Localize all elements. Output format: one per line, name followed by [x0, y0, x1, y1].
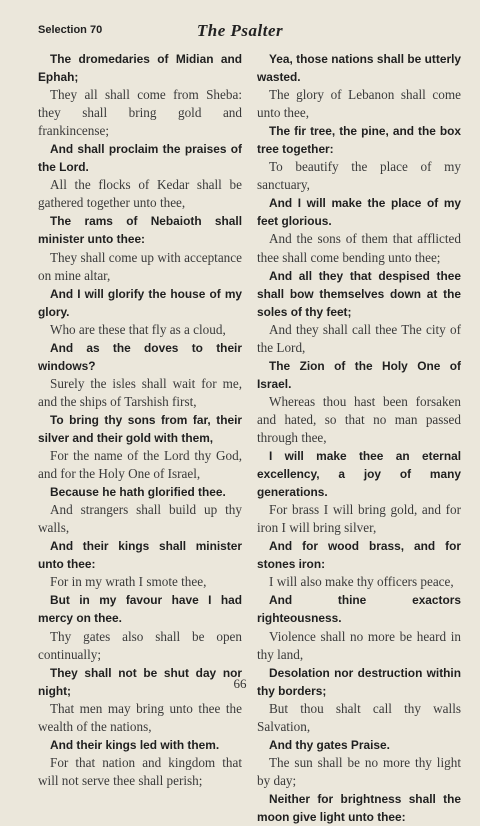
response-line: Neither for brightness shall the moon give light unto thee:	[257, 791, 461, 824]
verse-line: Who are these that fly as a cloud,	[50, 321, 226, 337]
verse-line: That men may bring unto thee the wealth of the nations,	[38, 700, 242, 734]
response-line: The fir tree, the pine, and the box tree together:	[257, 124, 461, 157]
response-line: Because he hath glorified thee.	[50, 485, 226, 500]
response-line: The Zion of the Holy One of Israel.	[257, 358, 461, 391]
response-line: And I will make the place of my feet glorious.	[257, 196, 461, 229]
response-line: And thine exactors righteousness.	[257, 593, 461, 626]
response-line: I will make thee an eternal excellency, a joy of many generations.	[257, 449, 461, 500]
response-line: And shall proclaim the praises of the Lord.	[38, 142, 242, 175]
response-line: And their kings shall minister unto thee:	[38, 539, 242, 572]
verse-line: They shall come up with acceptance on mine altar,	[38, 249, 242, 283]
verse-line: For in my wrath I smote thee,	[50, 574, 207, 590]
response-line: And thy gates Praise.	[269, 737, 390, 752]
response-line: And I will glorify the house of my glory.	[38, 286, 242, 319]
verse-line: And strangers shall build up thy walls,	[38, 502, 242, 536]
response-line: To bring thy sons from far, their silver and their gold with them,	[38, 412, 242, 445]
verse-line: To beautify the place of my sanctuary,	[257, 159, 461, 193]
response-line: And as the doves to their windows?	[38, 340, 242, 373]
selection-number: Selection 70	[38, 24, 103, 36]
response-line: But in my favour have I had mercy on thee.	[38, 593, 242, 626]
response-line: Yea, those nations shall be utterly wasted.	[257, 52, 461, 85]
verse-line: Whereas thou hast been forsaken and hated, so that no man passed through thee,	[257, 393, 461, 445]
verse-line: But thou shalt call thy walls Salvation,	[257, 700, 461, 734]
response-line: Desolation nor destruction within thy borders;	[257, 665, 461, 698]
response-line: They shall not be shut day nor night;	[38, 665, 242, 698]
page-number: 66	[233, 676, 247, 691]
verse-line: The glory of Lebanon shall come unto thee,	[257, 87, 461, 121]
verse-line: I will also make thy officers peace,	[269, 574, 454, 590]
verse-line: For that nation and kingdom that will not serve thee shall perish;	[38, 754, 242, 788]
response-line: The dromedaries of Midian and Ephah;	[38, 52, 242, 85]
verse-line: The sun shall be no more thy light by day;	[257, 754, 461, 788]
right-column	[257, 50, 461, 826]
verse-line: Thy gates also shall be open continually;	[38, 628, 242, 662]
verse-line: They all shall come from Sheba: they shall bring gold and frankincense;	[38, 87, 242, 139]
verse-line: And they shall call thee The city of the Lord,	[257, 321, 461, 355]
response-line: And their kings led with them.	[50, 737, 220, 752]
verse-line: For brass I will bring gold, and for iron I will bring silver,	[257, 502, 461, 536]
verse-line: And the sons of them that afflicted thee shall come bending unto thee;	[257, 231, 461, 265]
response-line: And all they that despised thee shall bow themselves down at the soles of thy feet;	[257, 268, 461, 319]
verse-line: Surely the isles shall wait for me, and the ships of Tarshish first,	[38, 375, 242, 409]
running-title: The Psalter	[196, 21, 284, 40]
verse-line: All the flocks of Kedar shall be gathered together unto thee,	[38, 177, 242, 211]
verse-line: Violence shall no more be heard in thy land,	[257, 628, 461, 662]
response-line: The rams of Nebaioth shall minister unto thee:	[38, 214, 242, 247]
response-line: And for wood brass, and for stones iron:	[257, 539, 461, 572]
verse-line: For the name of the Lord thy God, and for the Holy One of Israel,	[38, 448, 242, 482]
